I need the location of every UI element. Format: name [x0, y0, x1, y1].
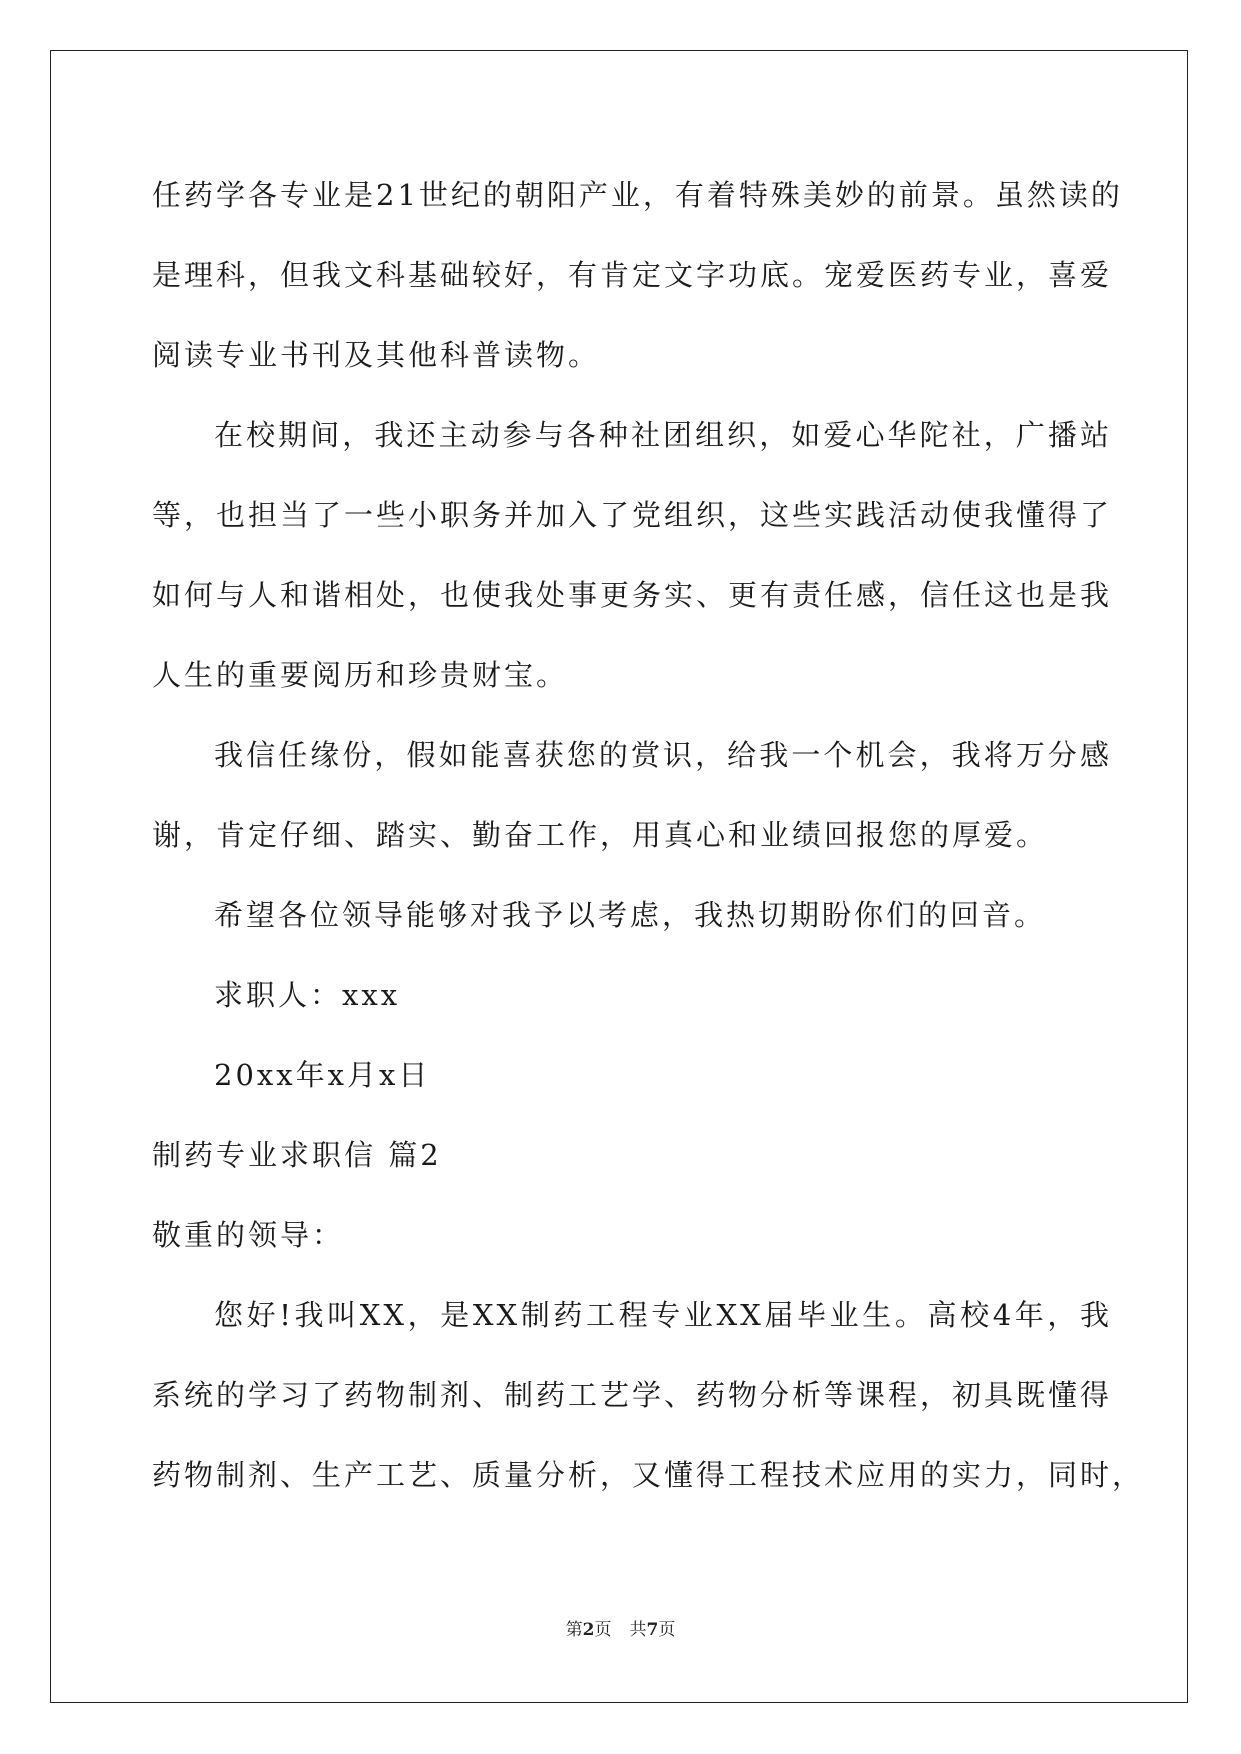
paragraph-line: 在校期间，我还主动参与各种社团组织，如爱心华陀社，广播站 — [214, 418, 1112, 452]
document-body — [152, 155, 1145, 1515]
page-prefix: 第 — [565, 1620, 583, 1640]
paragraph-line: 等，也担当了一些小职务并加入了党组织，这些实践活动使我懂得了 — [152, 498, 1113, 532]
page-unit: 页 — [594, 1620, 612, 1640]
paragraph-line: 药物制剂、生产工艺、质量分析，又懂得工程技术应用的实力，同时， — [152, 1458, 1145, 1492]
paragraph-line: 希望各位领导能够对我予以考虑，我热切期盼你们的回音。 — [214, 898, 1047, 932]
total-unit: 页 — [658, 1620, 676, 1640]
paragraph-line: 谢，肯定仔细、踏实、勤奋工作，用真心和业绩回报您的厚爱。 — [152, 818, 1049, 852]
paragraph-line: 如何与人和谐相处，也使我处事更务实、更有责任感，信任这也是我 — [152, 578, 1113, 612]
paragraph-line: 系统的学习了药物制剂、制药工艺学、药物分析等课程，初具既懂得 — [152, 1378, 1113, 1412]
paragraph-line: 是理科，但我文科基础较好，有肯定文字功底。宠爱医药专业，喜爱 — [152, 258, 1113, 292]
paragraph-line: 阅读专业书刊及其他科普读物。 — [152, 338, 601, 372]
paragraph-line: 我信任缘份，假如能喜获您的赏识，给我一个机会，我将万分感 — [214, 738, 1112, 772]
section-heading: 制药专业求职信 篇2 — [152, 1138, 442, 1172]
current-page-number: 2 — [582, 1620, 595, 1640]
paragraph-line: 您好!我叫XX，是XX制药工程专业XX届毕业生。高校4年，我 — [214, 1298, 1112, 1332]
signature-date: 20xx年x月x日 — [214, 1058, 431, 1092]
page-footer — [0, 1620, 1241, 1640]
paragraph-line: 任药学各专业是21世纪的朝阳产业，有着特殊美妙的前景。虽然读的 — [152, 178, 1123, 212]
paragraph-line: 人生的重要阅历和珍贵财宝。 — [152, 658, 569, 692]
salutation: 敬重的领导： — [152, 1218, 345, 1252]
total-prefix: 共 — [629, 1620, 647, 1640]
signature-applicant: 求职人：xxx — [214, 978, 401, 1012]
total-page-count: 7 — [646, 1620, 659, 1640]
